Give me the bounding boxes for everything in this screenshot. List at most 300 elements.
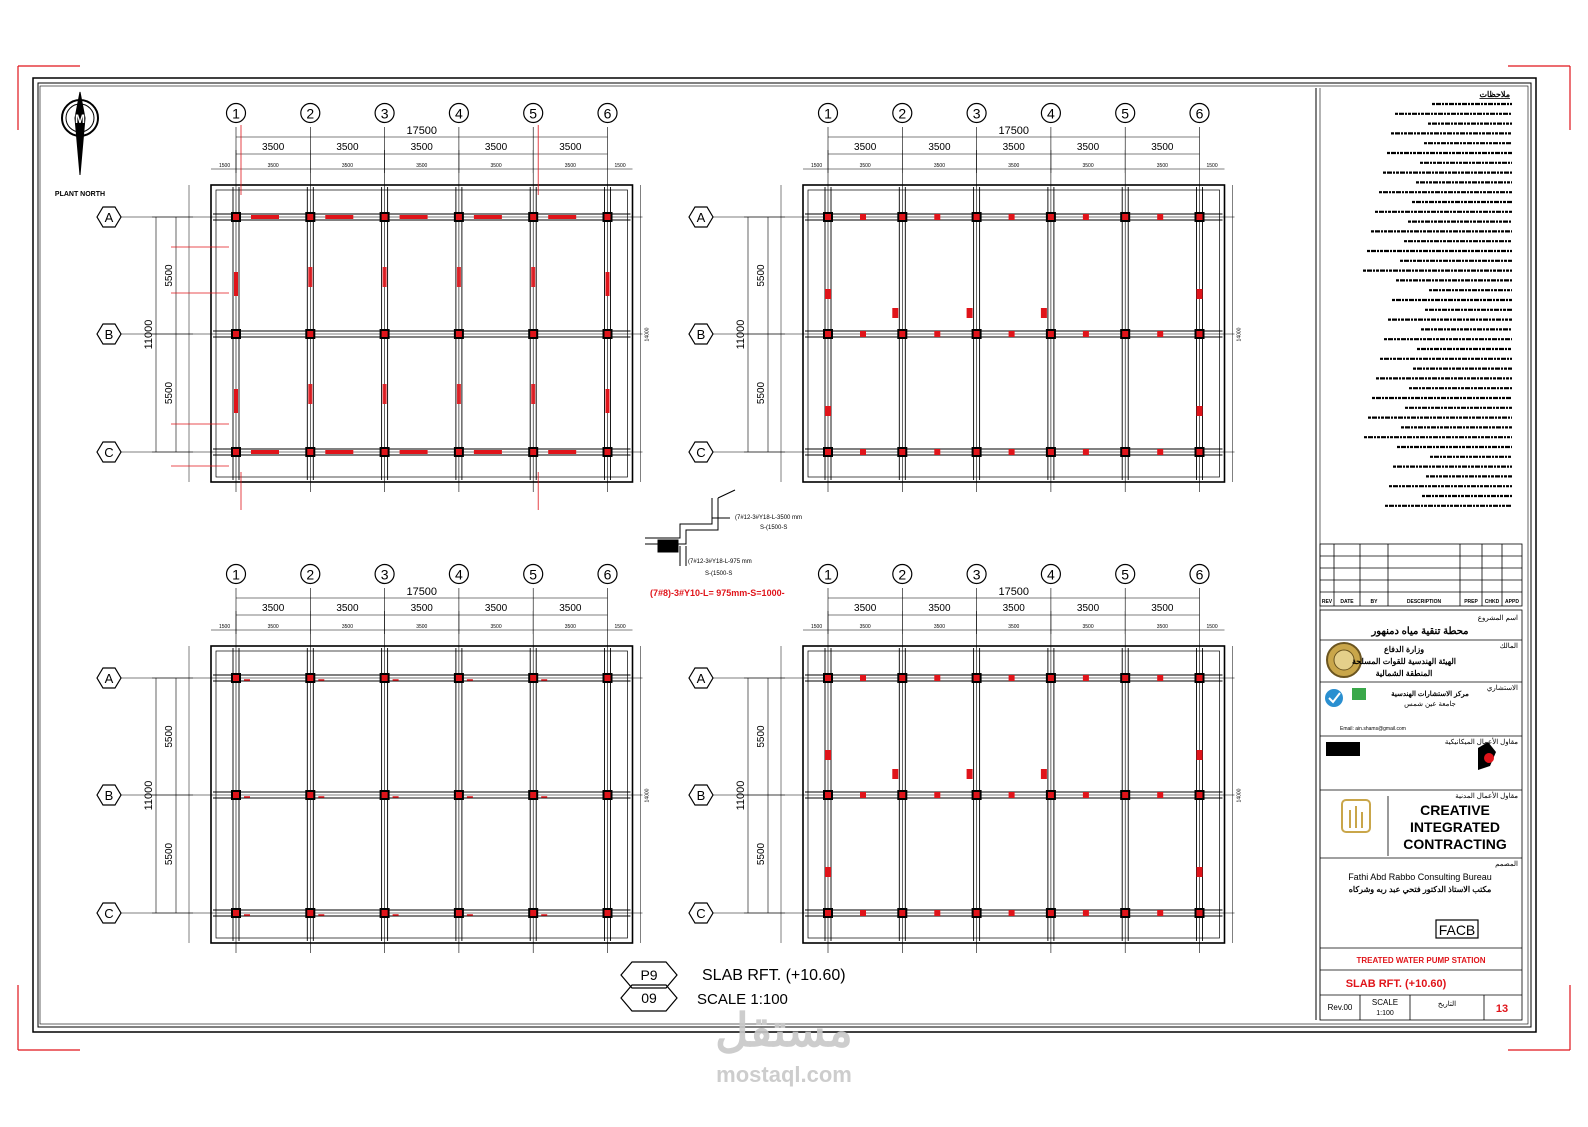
slab-rebar-tag <box>1009 910 1015 916</box>
dim-edge: 1500 <box>614 163 626 169</box>
column-rebar <box>382 675 388 681</box>
slab-rebar-tag <box>1197 867 1203 877</box>
slab-rebar-tag <box>934 910 940 916</box>
grid-label-4: 4 <box>455 566 463 583</box>
grid-label-6: 6 <box>603 105 612 122</box>
column-rebar <box>974 449 980 455</box>
rev-table-header: DATE <box>1340 599 1354 605</box>
column-rebar <box>899 331 905 337</box>
dim-bay-x: 3500 <box>336 603 359 614</box>
grid-label-B: B <box>104 327 114 342</box>
dim-edge: 1500 <box>1206 163 1218 169</box>
dim-bay-inner: 3500 <box>267 624 279 630</box>
slab-rebar-tag <box>1083 214 1089 220</box>
slab-rebar-tag <box>1157 675 1163 681</box>
dim-bay-y: 5500 <box>756 725 767 748</box>
column-rebar <box>605 331 611 337</box>
grid-label-A: A <box>104 210 114 225</box>
column-rebar <box>382 331 388 337</box>
column-rebar <box>530 675 536 681</box>
column-rebar <box>899 910 905 916</box>
column-rebar <box>1197 331 1203 337</box>
slab-rebar-tag <box>1009 792 1015 798</box>
column-rebar <box>1048 675 1054 681</box>
dim-bay-inner: 3500 <box>416 163 428 169</box>
dim-side: 14000 <box>644 327 651 342</box>
grid-label-2: 2 <box>898 566 907 583</box>
dim-bay-inner: 3500 <box>1156 163 1168 169</box>
plan-top-right <box>689 104 1243 493</box>
slab-outline <box>211 646 633 943</box>
dim-bay-inner: 3500 <box>933 624 946 630</box>
dim-overall-x: 17500 <box>406 586 438 598</box>
dim-bay-y: 5500 <box>164 842 175 866</box>
grid-label-1: 1 <box>824 566 832 583</box>
slab-rebar-tag <box>934 331 940 337</box>
column-rebar <box>233 331 239 337</box>
column-rebar <box>1048 449 1054 455</box>
tb-owner-1: وزارة الدفاع <box>1383 645 1425 654</box>
grid-label-6: 6 <box>603 566 612 583</box>
slab-rebar-tag <box>892 769 898 779</box>
tb-date-label: التاريخ <box>1437 1001 1457 1008</box>
grid-label-6: 6 <box>1195 105 1204 122</box>
rev-table-header: DESCRIPTION <box>1406 599 1442 605</box>
slab-rebar-tag <box>825 406 831 416</box>
dim-bay-y: 5500 <box>164 264 175 287</box>
column-rebar <box>1048 331 1054 337</box>
dim-bay-x: 3500 <box>1076 142 1100 153</box>
column-rebar <box>382 214 388 220</box>
dim-bay-inner: 3500 <box>341 163 354 169</box>
beam-rebar-mark <box>325 215 353 219</box>
grid-label-A: A <box>696 210 706 225</box>
grid-label-3: 3 <box>380 566 389 583</box>
grid-label-B: B <box>104 788 114 803</box>
column-rebar <box>530 214 536 220</box>
dim-bay-inner: 3500 <box>1008 163 1020 169</box>
column-rebar <box>825 675 831 681</box>
grid-label-B: B <box>696 327 706 342</box>
slab-rebar-tag <box>860 214 866 220</box>
dim-bay-inner: 3500 <box>1082 163 1094 169</box>
column-rebar <box>974 910 980 916</box>
beam-rebar-mark <box>474 450 502 454</box>
tb-consultant-name: مركز الاستشارات الهندسية <box>1391 691 1469 698</box>
beam-rebar-mark <box>548 450 576 454</box>
grid-label-2: 2 <box>306 105 315 122</box>
dim-overall-x: 17500 <box>998 586 1030 598</box>
slab-rebar-tag <box>1197 750 1203 760</box>
column-rebar <box>605 449 611 455</box>
grid-label-B: B <box>696 788 706 803</box>
dim-bay-inner: 3500 <box>1008 624 1020 630</box>
column-rebar <box>899 449 905 455</box>
column-rebar <box>1197 449 1203 455</box>
rev-table-header: PREP <box>1464 599 1478 605</box>
dim-bay-x: 3500 <box>484 603 508 614</box>
column-rebar <box>233 910 239 916</box>
dim-bay-y: 5500 <box>756 264 767 287</box>
slab-inner-outline <box>216 190 628 477</box>
dim-bay-x: 3500 <box>854 142 877 153</box>
detail-note-1: (7#12-3#Y18-L-3500 mm <box>735 515 803 521</box>
watermark-en: mostaql.com <box>716 1062 852 1087</box>
grid-label-4: 4 <box>455 105 463 122</box>
column-rebar <box>1197 214 1203 220</box>
dim-bay-x: 3500 <box>928 603 951 614</box>
dim-edge: 1500 <box>614 624 626 630</box>
slab-rebar-tag <box>860 792 866 798</box>
beam-rebar-mark <box>531 267 535 287</box>
column-rebar <box>456 792 462 798</box>
dim-overall-y: 11000 <box>143 319 155 350</box>
rev-table-header: BY <box>1370 599 1378 605</box>
plan-top-left <box>97 104 651 511</box>
dim-side: 14000 <box>1236 327 1243 342</box>
grid-label-6: 6 <box>1195 566 1204 583</box>
dim-bay-inner: 3500 <box>490 624 502 630</box>
slab-rebar-tag <box>860 910 866 916</box>
column-rebar <box>233 449 239 455</box>
column-rebar <box>456 214 462 220</box>
tb-bureau-ar: مكتب الاستاذ الدكتور فتحي عبد ربه وشركاه <box>1348 885 1492 894</box>
column-rebar <box>825 792 831 798</box>
beam-rebar-mark <box>383 384 387 404</box>
grid-label-C: C <box>104 445 114 460</box>
slab-rebar-tag <box>860 449 866 455</box>
dim-bay-y: 5500 <box>164 725 175 748</box>
grid-label-C: C <box>696 906 706 921</box>
column-rebar <box>456 331 462 337</box>
column-rebar <box>530 331 536 337</box>
dim-bay-x: 3500 <box>559 142 582 153</box>
tb-owner-2: الهيئة الهندسية للقوات المسلحة <box>1351 657 1457 666</box>
dim-bay-x: 3500 <box>559 603 582 614</box>
dim-bay-x: 3500 <box>336 142 359 153</box>
grid-label-C: C <box>104 906 114 921</box>
dim-edge: 1500 <box>811 163 823 169</box>
slab-rebar-tag <box>1197 406 1203 416</box>
notes-header: ملاحظات <box>1479 90 1510 99</box>
beam-rebar-mark <box>383 267 387 287</box>
dim-bay-inner: 3500 <box>490 163 502 169</box>
slab-rebar-tag <box>1083 910 1089 916</box>
tb-company-2: INTEGRATED <box>1410 819 1500 835</box>
tb-consultant-label: الاستشاري <box>1486 685 1518 692</box>
dim-edge: 1500 <box>219 163 231 169</box>
column-rebar <box>530 792 536 798</box>
slab-rebar-tag <box>934 214 940 220</box>
slab-rebar-tag <box>934 792 940 798</box>
column-rebar <box>1122 331 1128 337</box>
dim-bay-x: 3500 <box>410 603 433 614</box>
grid-label-5: 5 <box>1121 105 1130 122</box>
tb-sheet-no: 13 <box>1495 1003 1509 1015</box>
slab-rebar-tag <box>1157 449 1163 455</box>
dim-edge: 1500 <box>811 624 823 630</box>
rev-table-header: CHKD <box>1484 599 1500 605</box>
dim-overall-y: 11000 <box>143 780 155 811</box>
dim-edge: 1500 <box>1206 624 1218 630</box>
slab-rebar-tag <box>860 675 866 681</box>
grid-label-2: 2 <box>898 105 907 122</box>
dim-bay-y: 5500 <box>164 381 175 405</box>
column-rebar <box>1048 214 1054 220</box>
column-rebar <box>307 449 313 455</box>
beam-rebar-mark <box>251 215 279 219</box>
column-rebar <box>1122 675 1128 681</box>
tb-contractor-label: مقاول الأعمال الميكانيكية <box>1444 739 1518 746</box>
svg-text:M: M <box>75 112 85 126</box>
slab-rebar-tag <box>1083 792 1089 798</box>
slab-rebar-tag <box>1041 769 1047 779</box>
column-rebar <box>825 449 831 455</box>
dim-bay-y: 5500 <box>756 842 767 866</box>
beam-rebar-mark <box>457 267 461 287</box>
dim-bay-inner: 3500 <box>1156 624 1168 630</box>
beam-rebar-mark <box>457 384 461 404</box>
column-rebar <box>382 792 388 798</box>
dim-bay-inner: 3500 <box>933 163 946 169</box>
tb-sheet-title: SLAB RFT. (+10.60) <box>1345 978 1447 990</box>
slab-rebar-tag <box>1009 449 1015 455</box>
column-rebar <box>233 792 239 798</box>
dim-side: 14000 <box>1236 788 1243 803</box>
beam-rebar-mark <box>606 389 610 413</box>
column-rebar <box>1197 792 1203 798</box>
detail-note-3: (7#12-3#Y18-L-975 mm <box>688 559 752 565</box>
detail-note-red: (7#8)-3#Y10-L= 975mm-S=1000- <box>650 588 785 598</box>
north-label: PLANT NORTH <box>54 191 106 198</box>
dim-edge: 1500 <box>219 624 231 630</box>
dim-bay-x: 3500 <box>1002 603 1025 614</box>
grid-label-4: 4 <box>1047 566 1055 583</box>
dim-bay-inner: 3500 <box>1082 624 1094 630</box>
slab-rebar-tag <box>934 449 940 455</box>
creative-logo-icon <box>1342 800 1370 832</box>
slab-rebar-tag <box>860 331 866 337</box>
slab-rebar-tag <box>1157 910 1163 916</box>
column-rebar <box>825 331 831 337</box>
column-rebar <box>1122 214 1128 220</box>
dim-overall-y: 11000 <box>735 780 747 811</box>
column-rebar <box>605 910 611 916</box>
dim-bay-inner: 3500 <box>564 163 576 169</box>
tb-owner-3: المنطقة الشمالية <box>1375 669 1433 678</box>
beam-rebar-mark <box>400 215 428 219</box>
tb-rev: Rev.00 <box>1327 1003 1353 1012</box>
tb-consultant-sub: جامعة عين شمس <box>1404 701 1456 708</box>
column-rebar <box>1048 910 1054 916</box>
slab-rebar-tag <box>1083 449 1089 455</box>
column-rebar <box>456 675 462 681</box>
column-rebar <box>233 675 239 681</box>
sheet-border <box>33 78 1536 1032</box>
slab-rebar-tag <box>1197 289 1203 299</box>
grid-label-A: A <box>696 671 706 686</box>
dim-bay-y: 5500 <box>756 381 767 405</box>
column-rebar <box>307 910 313 916</box>
tb-project-name: محطة تنقية مياه دمنهور <box>1371 626 1469 637</box>
grid-label-3: 3 <box>380 105 389 122</box>
grid-label-5: 5 <box>529 105 538 122</box>
dim-bay-x: 3500 <box>262 142 285 153</box>
tb-company-1: CREATIVE <box>1420 802 1490 818</box>
beam-rebar-mark <box>606 272 610 296</box>
dim-bay-x: 3500 <box>1151 603 1174 614</box>
drawing-scale: SCALE 1:100 <box>697 991 788 1008</box>
grid-label-5: 5 <box>529 566 538 583</box>
column-rebar <box>530 449 536 455</box>
dim-bay-inner: 3500 <box>267 163 279 169</box>
column-rebar <box>974 792 980 798</box>
beam-rebar-mark <box>548 215 576 219</box>
grid-label-1: 1 <box>232 105 240 122</box>
grid-label-A: A <box>104 671 114 686</box>
dim-overall-y: 11000 <box>735 319 747 350</box>
slab-rebar-tag <box>892 308 898 318</box>
column-rebar <box>825 910 831 916</box>
beam-rebar-mark <box>234 389 238 413</box>
grid-label-2: 2 <box>306 566 315 583</box>
notes-text-block <box>1363 104 1512 506</box>
column-rebar <box>899 675 905 681</box>
slab-rebar-tag <box>1041 308 1047 318</box>
slab-outline <box>211 185 633 482</box>
dim-bay-inner: 3500 <box>859 624 871 630</box>
dim-bay-x: 3500 <box>1076 603 1100 614</box>
column-rebar <box>307 331 313 337</box>
plan-bottom-left <box>97 565 651 954</box>
dim-bay-x: 3500 <box>928 142 951 153</box>
column-rebar <box>1122 910 1128 916</box>
grid-label-C: C <box>696 445 706 460</box>
slab-rebar-tag <box>1009 214 1015 220</box>
dim-bay-inner: 3500 <box>416 624 428 630</box>
dim-bay-x: 3500 <box>1002 142 1025 153</box>
column-rebar <box>1197 675 1203 681</box>
column-rebar <box>605 675 611 681</box>
slab-rebar-tag <box>934 675 940 681</box>
beam-rebar-mark <box>325 450 353 454</box>
plan-bottom-right <box>689 565 1243 954</box>
column-rebar <box>382 910 388 916</box>
slab-rebar-tag <box>1009 675 1015 681</box>
dim-bay-x: 3500 <box>854 603 877 614</box>
tb-bureau-en: Fathi Abd Rabbo Consulting Bureau <box>1348 872 1492 882</box>
grid-label-1: 1 <box>824 105 832 122</box>
tb-scale-value: 1:100 <box>1376 1010 1394 1017</box>
dim-bay-x: 3500 <box>410 142 433 153</box>
dim-bay-inner: 3500 <box>341 624 354 630</box>
tb-civil-label: مقاول الأعمال المدنية <box>1455 793 1518 800</box>
rev-table-header: REV <box>1321 599 1333 605</box>
drawing-sheet-code: 09 <box>641 990 657 1006</box>
tb-company-3: CONTRACTING <box>1403 836 1507 852</box>
column-rebar <box>825 214 831 220</box>
grid-label-4: 4 <box>1047 105 1055 122</box>
column-rebar <box>899 792 905 798</box>
drawing-title: SLAB RFT. (+10.60) <box>702 967 846 984</box>
dim-bay-inner: 3500 <box>564 624 576 630</box>
column-rebar <box>605 792 611 798</box>
slab-rebar-tag <box>825 750 831 760</box>
consultant-logo-icon <box>1325 688 1366 707</box>
dim-overall-x: 17500 <box>998 125 1030 137</box>
section-detail <box>645 490 735 566</box>
tb-station: TREATED WATER PUMP STATION <box>1356 956 1486 965</box>
tb-project-label: اسم المشروع <box>1477 615 1518 622</box>
column-rebar <box>974 675 980 681</box>
column-rebar <box>382 449 388 455</box>
north-arrow-icon <box>62 92 98 175</box>
dim-bay-inner: 3500 <box>859 163 871 169</box>
slab-rebar-tag <box>1157 331 1163 337</box>
rev-table-header: APPD <box>1505 599 1519 605</box>
dim-overall-x: 17500 <box>406 125 438 137</box>
column-rebar <box>974 214 980 220</box>
drawing-number: P9 <box>640 967 658 983</box>
column-rebar <box>1122 792 1128 798</box>
column-rebar <box>1048 792 1054 798</box>
column-rebar <box>974 331 980 337</box>
column-rebar <box>233 214 239 220</box>
dim-side: 14000 <box>644 788 651 803</box>
grid-label-3: 3 <box>972 566 981 583</box>
beam-rebar-mark <box>251 450 279 454</box>
beam-rebar-mark <box>234 272 238 296</box>
slab-rebar-tag <box>1157 214 1163 220</box>
detail-note-4: S-(1500-S <box>705 571 733 577</box>
tb-facb: FACB <box>1438 922 1476 938</box>
beam-rebar-mark <box>400 450 428 454</box>
watermark-ar: مستقل <box>715 1004 853 1056</box>
slab-rebar-tag <box>1083 331 1089 337</box>
tb-designer-label: المصمم <box>1495 861 1518 868</box>
beam-rebar-mark <box>308 384 312 404</box>
slab-rebar-tag <box>1083 675 1089 681</box>
column-rebar <box>1122 449 1128 455</box>
beam-rebar-mark <box>308 267 312 287</box>
column-rebar <box>456 449 462 455</box>
column-rebar <box>530 910 536 916</box>
grid-label-1: 1 <box>232 566 240 583</box>
slab-rebar-tag <box>967 308 973 318</box>
slab-rebar-tag <box>1009 331 1015 337</box>
dim-bay-x: 3500 <box>262 603 285 614</box>
column-rebar <box>605 214 611 220</box>
slab-rebar-tag <box>967 769 973 779</box>
contractor-logo-icon <box>1326 742 1496 770</box>
tb-owner-label: المالك <box>1499 643 1518 650</box>
tb-consultant-email: Email: ain.shams@gmail.com <box>1340 726 1406 732</box>
beam-rebar-mark <box>531 384 535 404</box>
column-rebar <box>307 214 313 220</box>
dim-bay-x: 3500 <box>1151 142 1174 153</box>
dim-bay-x: 3500 <box>484 142 508 153</box>
column-rebar <box>456 910 462 916</box>
column-rebar <box>307 792 313 798</box>
slab-rebar-tag <box>1157 792 1163 798</box>
slab-inner-outline <box>216 651 628 938</box>
column-rebar <box>1197 910 1203 916</box>
beam-rebar-mark <box>474 215 502 219</box>
slab-rebar-tag <box>825 289 831 299</box>
grid-label-5: 5 <box>1121 566 1130 583</box>
column-rebar <box>307 675 313 681</box>
detail-note-2: S-(1500-S <box>760 525 788 531</box>
